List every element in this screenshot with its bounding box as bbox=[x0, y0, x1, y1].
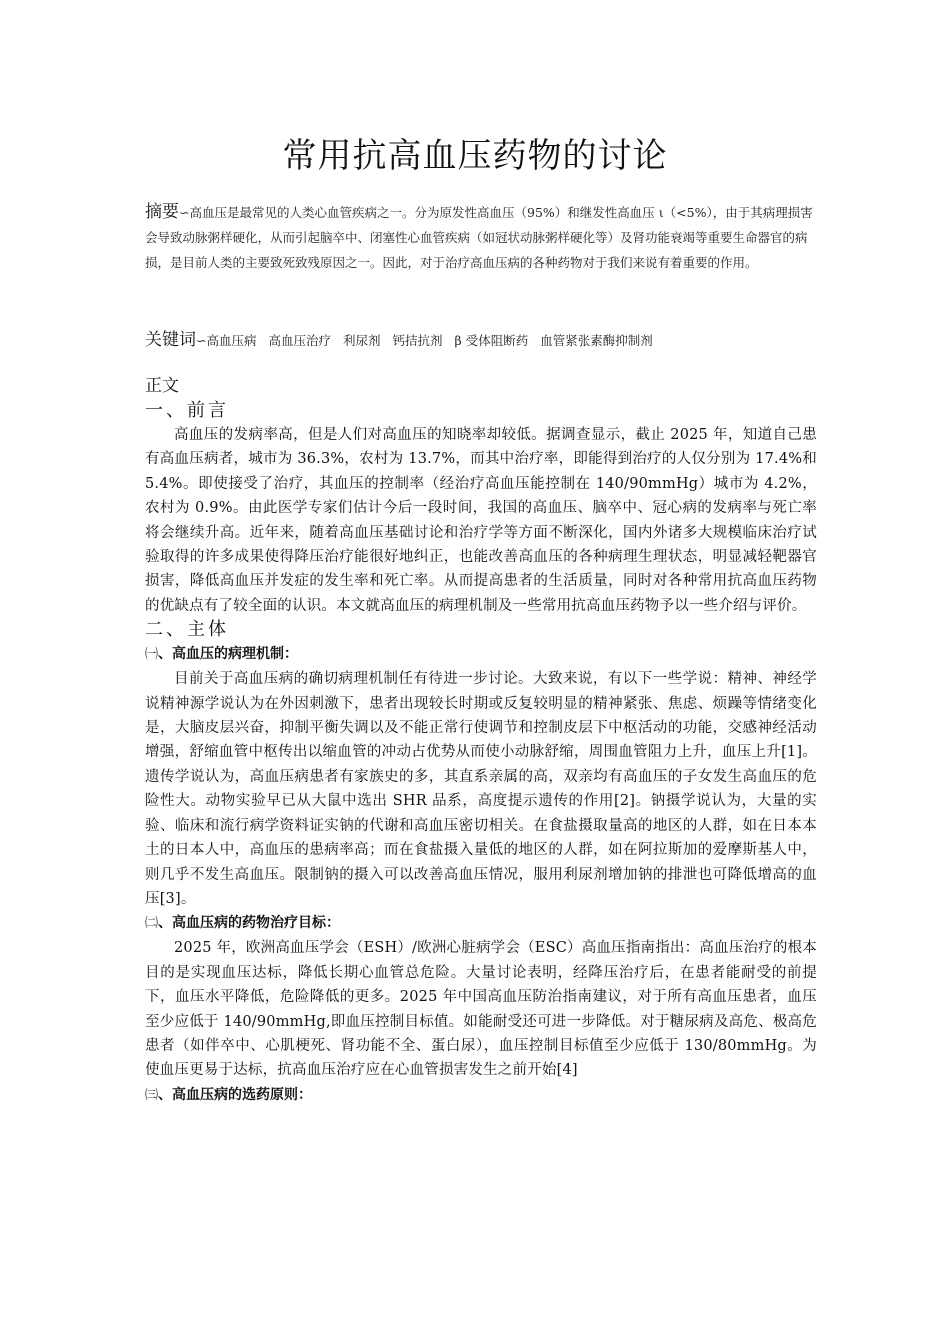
section-heading-main: 二、主体 bbox=[145, 619, 229, 641]
keywords-label: 关键词 bbox=[145, 330, 196, 350]
abstract-text: 高血压是最常见的人类心血管疾病之一。分为原发性高血压（95%）和继发性高血压 ι（<5%），由于其病理损害会导致动脉粥样硬化，从而引起脑卒中、闭塞性心血管疾病（如冠状动脉粥样硬化等）及肾功能衰竭等重要生命器官的病损，是目前人类的主要致死致残原因之一。因此，对于治疗高血压病的各种药物对于我们来说有着重要的作用。 bbox=[145, 205, 813, 270]
subsection-title: 、高血压的病理机制： bbox=[158, 646, 299, 663]
paragraph: 高血压的发病率高，但是人们对高血压的知晓率却较低。据调查显示，截止 2025 年，知道自己患有高血压病者，城市为 36.3%，农村为 13.7%，而其中治疗率，即能得到治疗的人仅分别为 17.4%和 5.4%。即使接受了治疗，其血压的控制率（经治疗高血压能控制在 140/90mmHg）城市为 4.2%，农村为 0.9%。由此医学专家们估计今后一段时间，我国的高血压、脑卒中、冠心病的发病率与死亡率将会继续升高。近年来，随着高血压基础讨论和治疗学等方面不断深化，国内外诸多大规模临床治疗试验取得的许多成果使得降压治疗能很好地纠正，也能改善高血压的各种病理生理状态，明显减轻靶器官损害，降低高血压并发症的发生率和死亡率。从而提高患者的生活质量，同时对各种常用抗高血压药物的优缺点有了较全面的认识。本文就高血压的病理机制及一些常用抗高血压药物予以一些介绍与评价。 bbox=[145, 427, 817, 614]
abstract bbox=[145, 200, 817, 275]
keyword-item: 钙拮抗剂 bbox=[392, 333, 443, 348]
keywords bbox=[145, 325, 825, 350]
paragraph: 目前关于高血压病的确切病理机制任有待进一步讨论。大致来说，有以下一些学说：精神、神经学说精神源学说认为在外因刺激下，患者出现较长时期或反复较明显的精神紧张、焦虑、烦躁等情绪变化是，大脑皮层兴奋，抑制平衡失调以及不能正常行使调节和控制皮层下中枢活动的功能，交感神经活动增强，舒缩血管中枢传出以缩血管的冲动占优势从而使小动脉舒缩，周围血管阻力上升，血压上升[1]。遗传学说认为，高血压病患者有家族史的多，其直系亲属的高，双亲均有高血压的子女发生高血压的危险性大。动物实验早已从大鼠中选出 SHR 品系，高度提示遗传的作用[2]。钠摄学说认为，大量的实验、临床和流行病学资料证实钠的代谢和高血压密切相关。在食盐摄取量高的地区的人群，如在日本本土的日本人中，高血压的患病率高；而在食盐摄入量低的地区的人群，如在阿拉斯加的爱摩斯基人中，则几乎不发生高血压。限制钠的摄入可以改善高血压情况，服用利尿剂增加钠的排泄也可降低增高的血压[3]。 bbox=[145, 671, 817, 907]
subsection-title: 、高血压病的选药原则： bbox=[158, 1086, 313, 1103]
subsection-heading-mechanism bbox=[145, 642, 817, 667]
abstract-body bbox=[145, 200, 817, 275]
subsection-heading-goals bbox=[145, 911, 817, 936]
subsection-number: ㈡ bbox=[145, 916, 159, 932]
section-heading-preface: 一、前言 bbox=[145, 400, 229, 421]
subsection-number: ㈢ bbox=[145, 1087, 159, 1103]
main-content bbox=[145, 373, 817, 1108]
keyword-item: 高血压病 bbox=[206, 333, 257, 348]
subsection-heading-principles bbox=[145, 1083, 817, 1108]
body-heading: 正文 bbox=[145, 376, 179, 396]
document-title: 常用抗高血压药物的讨论 bbox=[282, 136, 668, 176]
keyword-item: 血管紧张素酶抑制剂 bbox=[540, 333, 653, 348]
subsection-title: 、高血压病的药物治疗目标： bbox=[158, 915, 341, 932]
keyword-item: 利尿剂 bbox=[343, 333, 381, 348]
keyword-item: 高血压治疗 bbox=[268, 333, 332, 348]
abstract-label: 摘要 bbox=[145, 202, 179, 222]
subsection-number: ㈠ bbox=[145, 647, 159, 663]
paragraph: 2025 年，欧洲高血压学会（ESH）/欧洲心脏病学会（ESC）高血压指南指出：高血压治疗的根本目的是实现血压达标，降低长期心血管总危险。大量讨论表明，经降压治疗后，在患者能耐受的前提下，血压水平降低，危险降低的更多。2025 年中国高血压防治指南建议，对于所有高血压患者，血压至少应低于 140/90mmHg,即血压控制目标值。如能耐受还可进一步降低。对于糖尿病及高危、极高危患者（如伴卒中、心肌梗死、肾功能不全、蛋白尿），血压控制目标值至少应低于 130/80mmHg。为使血压更易于达标，抗高血压治疗应在心血管损害发生之前开始[4] bbox=[145, 940, 817, 1079]
keyword-item: β 受体阻断药 bbox=[454, 333, 529, 348]
keywords-mark: ∽ bbox=[196, 333, 207, 348]
abstract-mark: ∽ bbox=[179, 205, 190, 220]
